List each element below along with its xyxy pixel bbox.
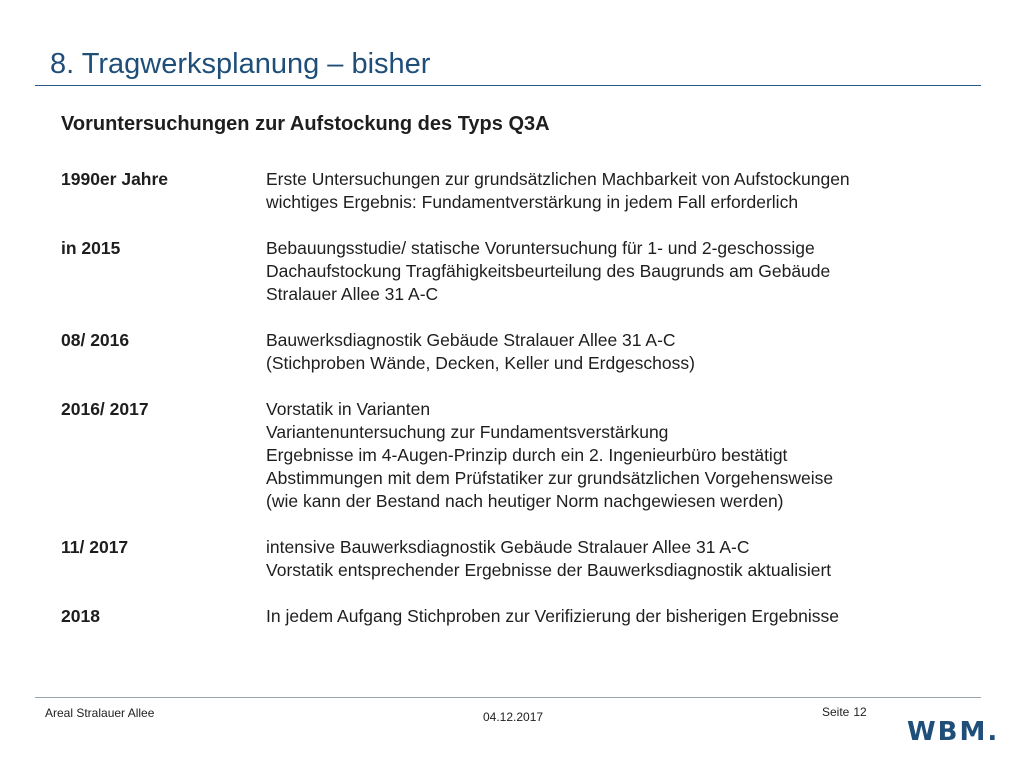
timeline-entry-line: wichtiges Ergebnis: Fundamentverstärkung in jedem Fall erforderlich	[266, 192, 799, 212]
timeline-entry	[61, 398, 961, 513]
timeline-entry-line: Vorstatik in Varianten	[266, 399, 431, 419]
timeline-entry-date: 2016/ 2017	[61, 399, 149, 419]
page-title: 8. Tragwerksplanung – bisher	[50, 48, 431, 80]
footer-project-name: Areal Stralauer Allee	[45, 706, 155, 720]
timeline-entry-line: Ergebnisse im 4-Augen-Prinzip durch ein 2. Ingenieurbüro bestätigt	[266, 445, 788, 465]
title-divider	[35, 85, 981, 86]
timeline-entry-line: Vorstatik entsprechender Ergebnisse der Bauwerksdiagnostik aktualisiert	[266, 560, 832, 580]
timeline-entry	[61, 168, 961, 214]
timeline-list	[61, 168, 961, 651]
timeline-entry-description	[266, 398, 961, 513]
timeline-entry-description	[266, 329, 961, 375]
footer-page-number	[822, 705, 867, 719]
timeline-entry	[61, 536, 961, 582]
timeline-entry-date: 11/ 2017	[61, 537, 129, 557]
page-number: 12	[853, 705, 867, 719]
timeline-entry	[61, 237, 961, 306]
timeline-entry-line: (Stichproben Wände, Decken, Keller und Erdgeschoss)	[266, 353, 695, 373]
timeline-entry-line: (wie kann der Bestand nach heutiger Norm nachgewiesen werden)	[266, 491, 784, 511]
section-subtitle: Voruntersuchungen zur Aufstockung des Typs Q3A	[61, 113, 550, 135]
timeline-entry-description	[266, 605, 961, 628]
timeline-entry-line: Bebauungsstudie/ statische Voruntersuchung für 1- und 2-geschossige	[266, 238, 815, 258]
footer-date: 04.12.2017	[483, 710, 544, 724]
timeline-entry-description	[266, 237, 961, 306]
timeline-entry-date: 08/ 2016	[61, 330, 130, 350]
timeline-entry-line: Dachaufstockung Tragfähigkeitsbeurteilung des Baugrunds am Gebäude	[266, 261, 831, 281]
page-label: Seite	[822, 705, 850, 719]
timeline-entry-line: In jedem Aufgang Stichproben zur Verifizierung der bisherigen Ergebnisse	[266, 606, 839, 626]
timeline-entry-description	[266, 536, 961, 582]
timeline-entry-date: 1990er Jahre	[61, 169, 169, 189]
timeline-entry-line: Stralauer Allee 31 A-C	[266, 284, 439, 304]
timeline-entry	[61, 329, 961, 375]
timeline-entry-line: Erste Untersuchungen zur grundsätzlichen Machbarkeit von Aufstockungen	[266, 169, 850, 189]
timeline-entry-line: Bauwerksdiagnostik Gebäude Stralauer Allee 31 A-C	[266, 330, 676, 350]
wbm-logo: WBM.	[907, 717, 1000, 747]
timeline-entry-line: intensive Bauwerksdiagnostik Gebäude Stralauer Allee 31 A-C	[266, 537, 750, 557]
timeline-entry-date: in 2015	[61, 238, 121, 258]
timeline-entry	[61, 605, 961, 628]
footer-divider	[35, 697, 981, 698]
timeline-entry-date: 2018	[61, 606, 100, 626]
timeline-entry-line: Variantenuntersuchung zur Fundamentsverstärkung	[266, 422, 669, 442]
timeline-entry-description	[266, 168, 961, 214]
timeline-entry-line: Abstimmungen mit dem Prüfstatiker zur grundsätzlichen Vorgehensweise	[266, 468, 834, 488]
